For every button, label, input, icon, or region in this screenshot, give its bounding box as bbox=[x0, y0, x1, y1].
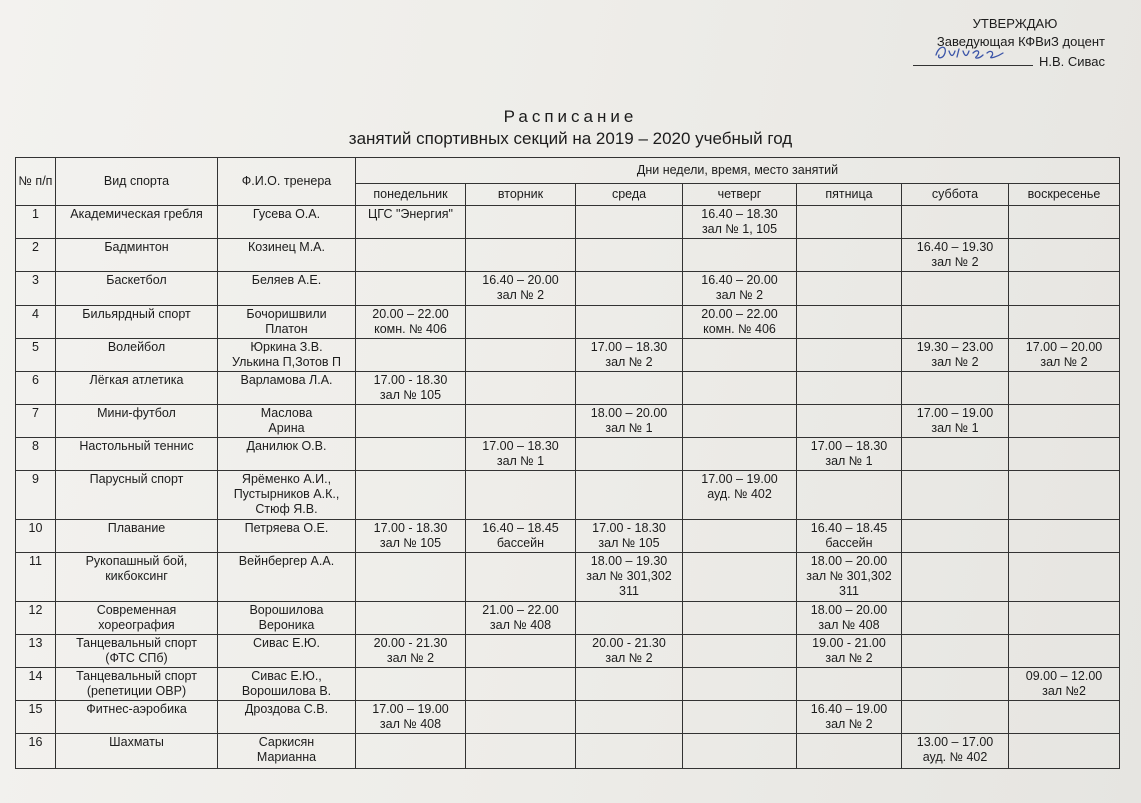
row-thu bbox=[683, 520, 797, 553]
row-sport: Волейбол bbox=[56, 339, 218, 372]
row-wed bbox=[576, 734, 683, 769]
row-mon: 17.00 - 18.30 зал № 105 bbox=[356, 520, 466, 553]
row-tue bbox=[466, 668, 576, 701]
row-num: 13 bbox=[16, 635, 56, 668]
row-wed bbox=[576, 239, 683, 272]
row-thu bbox=[683, 438, 797, 471]
row-sat bbox=[902, 602, 1009, 635]
row-sat bbox=[902, 438, 1009, 471]
row-num: 16 bbox=[16, 734, 56, 769]
table-row bbox=[16, 239, 1120, 272]
header-day-fri: пятница bbox=[797, 184, 902, 206]
row-mon: ЦГС "Энергия" bbox=[356, 206, 466, 239]
row-mon: 17.00 – 19.00 зал № 408 bbox=[356, 701, 466, 734]
row-sport: Мини-футбол bbox=[56, 405, 218, 438]
row-num: 4 bbox=[16, 306, 56, 339]
header-num: № п/п bbox=[16, 158, 56, 206]
row-coach: Данилюк О.В. bbox=[218, 438, 356, 471]
row-thu bbox=[683, 339, 797, 372]
row-sport: Парусный спорт bbox=[56, 471, 218, 520]
row-wed: 18.00 – 19.30 зал № 301,302 311 bbox=[576, 553, 683, 602]
row-coach: Варламова Л.А. bbox=[218, 372, 356, 405]
row-tue bbox=[466, 339, 576, 372]
row-sat bbox=[902, 635, 1009, 668]
row-thu: 16.40 – 20.00 зал № 2 bbox=[683, 272, 797, 306]
row-num: 1 bbox=[16, 206, 56, 239]
row-sat bbox=[902, 206, 1009, 239]
row-num: 7 bbox=[16, 405, 56, 438]
row-sport: Танцевальный спорт (репетиции ОВР) bbox=[56, 668, 218, 701]
row-fri bbox=[797, 405, 902, 438]
table-row bbox=[16, 272, 1120, 306]
row-wed: 18.00 – 20.00 зал № 1 bbox=[576, 405, 683, 438]
header-sport: Вид спорта bbox=[56, 158, 218, 206]
row-mon bbox=[356, 272, 466, 306]
row-tue bbox=[466, 405, 576, 438]
row-tue bbox=[466, 372, 576, 405]
row-sport: Бадминтон bbox=[56, 239, 218, 272]
row-wed bbox=[576, 668, 683, 701]
table-row bbox=[16, 701, 1120, 734]
row-fri bbox=[797, 306, 902, 339]
header-day-tue: вторник bbox=[466, 184, 576, 206]
row-coach: Бочоришвили Платон bbox=[218, 306, 356, 339]
row-num: 9 bbox=[16, 471, 56, 520]
row-coach: Вейнбергер А.А. bbox=[218, 553, 356, 602]
row-sun bbox=[1009, 602, 1120, 635]
row-wed: 20.00 - 21.30 зал № 2 bbox=[576, 635, 683, 668]
row-sport: Шахматы bbox=[56, 734, 218, 769]
row-tue bbox=[466, 239, 576, 272]
row-thu: 16.40 – 18.30 зал № 1, 105 bbox=[683, 206, 797, 239]
row-fri bbox=[797, 339, 902, 372]
row-sun bbox=[1009, 734, 1120, 769]
row-fri bbox=[797, 668, 902, 701]
row-wed bbox=[576, 438, 683, 471]
header-coach: Ф.И.О. тренера bbox=[218, 158, 356, 206]
row-tue bbox=[466, 701, 576, 734]
row-wed: 17.00 - 18.30 зал № 105 bbox=[576, 520, 683, 553]
row-mon bbox=[356, 438, 466, 471]
row-sun: 09.00 – 12.00 зал №2 bbox=[1009, 668, 1120, 701]
row-mon bbox=[356, 405, 466, 438]
row-num: 11 bbox=[16, 553, 56, 602]
row-fri bbox=[797, 372, 902, 405]
row-num: 2 bbox=[16, 239, 56, 272]
signature-icon bbox=[933, 43, 1013, 63]
row-sat bbox=[902, 272, 1009, 306]
table-row bbox=[16, 602, 1120, 635]
schedule-table bbox=[15, 157, 1120, 769]
row-sun: 17.00 – 20.00 зал № 2 bbox=[1009, 339, 1120, 372]
row-coach: Сивас Е.Ю. bbox=[218, 635, 356, 668]
approver-name: Н.В. Сивас bbox=[1038, 54, 1105, 69]
row-thu bbox=[683, 239, 797, 272]
approval-block bbox=[855, 15, 1105, 71]
row-num: 15 bbox=[16, 701, 56, 734]
row-mon: 20.00 - 21.30 зал № 2 bbox=[356, 635, 466, 668]
row-mon bbox=[356, 553, 466, 602]
table-row bbox=[16, 635, 1120, 668]
row-tue: 21.00 – 22.00 зал № 408 bbox=[466, 602, 576, 635]
row-mon bbox=[356, 602, 466, 635]
row-num: 5 bbox=[16, 339, 56, 372]
row-num: 14 bbox=[16, 668, 56, 701]
table-row bbox=[16, 206, 1120, 239]
row-fri bbox=[797, 734, 902, 769]
header-day-wed: среда bbox=[576, 184, 683, 206]
row-sun bbox=[1009, 635, 1120, 668]
table-row bbox=[16, 553, 1120, 602]
row-num: 12 bbox=[16, 602, 56, 635]
row-sun bbox=[1009, 471, 1120, 520]
row-fri bbox=[797, 272, 902, 306]
table-row bbox=[16, 471, 1120, 520]
row-thu bbox=[683, 734, 797, 769]
row-wed bbox=[576, 272, 683, 306]
table-row bbox=[16, 668, 1120, 701]
row-tue bbox=[466, 306, 576, 339]
row-sun bbox=[1009, 206, 1120, 239]
row-fri: 18.00 – 20.00 зал № 301,302 311 bbox=[797, 553, 902, 602]
row-thu bbox=[683, 602, 797, 635]
row-coach: Юркина З.В. Улькина П,Зотов П bbox=[218, 339, 356, 372]
row-sun bbox=[1009, 405, 1120, 438]
row-fri: 19.00 - 21.00 зал № 2 bbox=[797, 635, 902, 668]
header-day-thu: четверг bbox=[683, 184, 797, 206]
row-wed bbox=[576, 701, 683, 734]
row-sat bbox=[902, 372, 1009, 405]
table-row bbox=[16, 438, 1120, 471]
row-sat: 17.00 – 19.00 зал № 1 bbox=[902, 405, 1009, 438]
header-day-sat: суббота bbox=[902, 184, 1009, 206]
row-sport: Настольный теннис bbox=[56, 438, 218, 471]
row-thu: 20.00 – 22.00 комн. № 406 bbox=[683, 306, 797, 339]
row-coach: Петряева О.Е. bbox=[218, 520, 356, 553]
title-line-1: Расписание bbox=[503, 107, 638, 126]
row-tue bbox=[466, 471, 576, 520]
row-coach: Маслова Арина bbox=[218, 405, 356, 438]
approval-signature-line bbox=[855, 51, 1105, 71]
row-sport: Танцевальный спорт (ФТС СПб) bbox=[56, 635, 218, 668]
row-num: 6 bbox=[16, 372, 56, 405]
row-wed: 17.00 – 18.30 зал № 2 bbox=[576, 339, 683, 372]
row-tue: 17.00 – 18.30 зал № 1 bbox=[466, 438, 576, 471]
header-day-sun: воскресенье bbox=[1009, 184, 1120, 206]
row-tue: 16.40 – 20.00 зал № 2 bbox=[466, 272, 576, 306]
row-sat bbox=[902, 701, 1009, 734]
row-sport: Бильярдный спорт bbox=[56, 306, 218, 339]
row-thu bbox=[683, 668, 797, 701]
row-sun bbox=[1009, 239, 1120, 272]
row-thu bbox=[683, 635, 797, 668]
row-sport: Рукопашный бой, кикбоксинг bbox=[56, 553, 218, 602]
row-coach: Козинец М.А. bbox=[218, 239, 356, 272]
row-mon bbox=[356, 471, 466, 520]
row-thu bbox=[683, 701, 797, 734]
row-sun bbox=[1009, 272, 1120, 306]
row-sat: 16.40 – 19.30 зал № 2 bbox=[902, 239, 1009, 272]
table-row bbox=[16, 734, 1120, 769]
signature bbox=[913, 51, 1033, 66]
approval-position: Заведующая КФВиЗ доцент bbox=[936, 34, 1105, 49]
row-sport: Академическая гребля bbox=[56, 206, 218, 239]
row-sat bbox=[902, 471, 1009, 520]
row-wed bbox=[576, 372, 683, 405]
row-fri bbox=[797, 471, 902, 520]
row-sun bbox=[1009, 372, 1120, 405]
row-sun bbox=[1009, 438, 1120, 471]
approval-heading: УТВЕРЖДАЮ bbox=[972, 16, 1058, 31]
schedule-body bbox=[16, 206, 1120, 769]
row-fri: 18.00 – 20.00 зал № 408 bbox=[797, 602, 902, 635]
row-sport: Плавание bbox=[56, 520, 218, 553]
row-sat bbox=[902, 520, 1009, 553]
table-row bbox=[16, 520, 1120, 553]
row-sat bbox=[902, 306, 1009, 339]
row-num: 8 bbox=[16, 438, 56, 471]
table-row bbox=[16, 405, 1120, 438]
row-mon: 20.00 – 22.00 комн. № 406 bbox=[356, 306, 466, 339]
row-wed bbox=[576, 471, 683, 520]
header-day-mon: понедельник bbox=[356, 184, 466, 206]
row-fri: 17.00 – 18.30 зал № 1 bbox=[797, 438, 902, 471]
row-wed bbox=[576, 206, 683, 239]
row-sport: Фитнес-аэробика bbox=[56, 701, 218, 734]
row-tue bbox=[466, 734, 576, 769]
row-coach: Ворошилова Вероника bbox=[218, 602, 356, 635]
table-row bbox=[16, 306, 1120, 339]
row-sat: 19.30 – 23.00 зал № 2 bbox=[902, 339, 1009, 372]
row-tue: 16.40 – 18.45 бассейн bbox=[466, 520, 576, 553]
row-tue bbox=[466, 635, 576, 668]
row-fri bbox=[797, 239, 902, 272]
row-wed bbox=[576, 306, 683, 339]
row-sun bbox=[1009, 306, 1120, 339]
row-mon bbox=[356, 734, 466, 769]
row-thu bbox=[683, 405, 797, 438]
row-coach: Гусева О.А. bbox=[218, 206, 356, 239]
row-coach: Сивас Е.Ю., Ворошилова В. bbox=[218, 668, 356, 701]
row-sat bbox=[902, 668, 1009, 701]
row-sun bbox=[1009, 701, 1120, 734]
row-thu bbox=[683, 553, 797, 602]
row-sport: Современная хореография bbox=[56, 602, 218, 635]
row-num: 10 bbox=[16, 520, 56, 553]
row-fri: 16.40 – 18.45 бассейн bbox=[797, 520, 902, 553]
row-thu: 17.00 – 19.00 ауд. № 402 bbox=[683, 471, 797, 520]
row-sat: 13.00 – 17.00 ауд. № 402 bbox=[902, 734, 1009, 769]
row-fri bbox=[797, 206, 902, 239]
row-mon: 17.00 - 18.30 зал № 105 bbox=[356, 372, 466, 405]
row-tue bbox=[466, 553, 576, 602]
table-row bbox=[16, 372, 1120, 405]
header-days-group: Дни недели, время, место занятий bbox=[356, 158, 1120, 184]
row-sun bbox=[1009, 520, 1120, 553]
row-sport: Лёгкая атлетика bbox=[56, 372, 218, 405]
row-coach: Дроздова С.В. bbox=[218, 701, 356, 734]
document-title bbox=[0, 106, 1141, 150]
row-num: 3 bbox=[16, 272, 56, 306]
row-coach: Беляев А.Е. bbox=[218, 272, 356, 306]
row-tue bbox=[466, 206, 576, 239]
title-line-2: занятий спортивных секций на 2019 – 2020 учебный год bbox=[348, 129, 793, 148]
row-sun bbox=[1009, 553, 1120, 602]
row-coach: Ярёменко А.И., Пустырников А.К., Стюф Я.В. bbox=[218, 471, 356, 520]
row-mon bbox=[356, 339, 466, 372]
row-sat bbox=[902, 553, 1009, 602]
table-row bbox=[16, 339, 1120, 372]
row-mon bbox=[356, 239, 466, 272]
row-mon bbox=[356, 668, 466, 701]
row-sport: Баскетбол bbox=[56, 272, 218, 306]
row-thu bbox=[683, 372, 797, 405]
row-fri: 16.40 – 19.00 зал № 2 bbox=[797, 701, 902, 734]
row-wed bbox=[576, 602, 683, 635]
row-coach: Саркисян Марианна bbox=[218, 734, 356, 769]
